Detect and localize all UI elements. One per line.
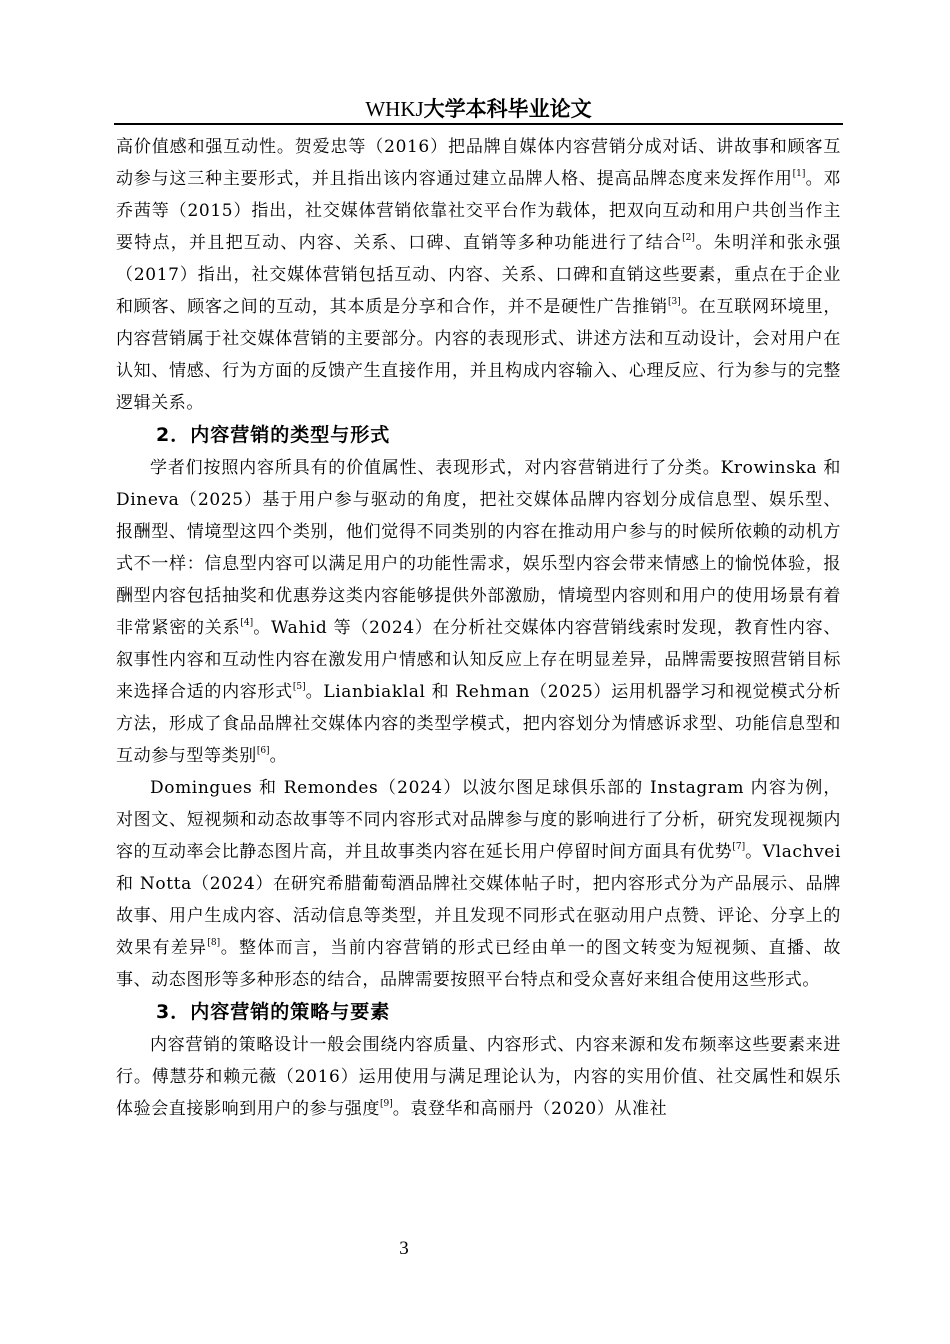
paragraph-text: 学者们按照内容所具有的价值属性、表现形式，对内容营销进行了分类。Krowinska 和 Dineva（2025）基于用户参与驱动的角度，把社交媒体品牌内容划分成信息型、娱乐型、报酬型、情境型这四个类别，他们觉得不同类别的内容在推动用户参与的时候所依赖的动机方式不一样：信息型内容可以满足用户的功能性需求，娱乐型内容会带来情感上的愉悦体验，报酬型内容包括抽奖和优惠券这类内容能够提供外部激励，情境型内容则和用户的使用场景有着非常紧密的关系	[116, 458, 841, 638]
citation-5: [5]	[292, 682, 306, 692]
paragraph-text: 高价值感和强互动性。贺爱忠等（2016）把品牌自媒体内容营销分成对话、讲故事和顾客互动参与这三种主要形式，并且指出该内容通过建立品牌人格、提高品牌态度来发挥作用	[116, 137, 841, 189]
paragraph-4	[116, 1029, 841, 1125]
header-code: WHKJ	[365, 97, 424, 121]
citation-7: [7]	[732, 842, 746, 852]
page-number: 3	[399, 1238, 409, 1259]
paragraph-text: 。Vlachvei 和 Notta（2024）在研究希腊葡萄酒品牌社交媒体帖子时，把内容形式分为产品展示、品牌故事、用户生成内容、活动信息等类型，并且发现不同形式在驱动用户点赞、评论、分享上的效果有差异	[116, 842, 841, 958]
paragraph-text: Domingues 和 Remondes（2024）以波尔图足球俱乐部的 Instagram 内容为例，对图文、短视频和动态故事等不同内容形式对品牌参与度的影响进行了分析，研究发现视频内容的互动率会比静态图片高，并且故事类内容在延长用户停留时间方面具有优势	[116, 778, 841, 862]
paragraph-2	[116, 452, 841, 772]
page-header	[114, 96, 843, 122]
citation-1: [1]	[792, 169, 806, 179]
section-heading-3: 3．内容营销的策略与要素	[156, 1001, 391, 1023]
paragraph-text: 。在互联网环境里，内容营销属于社交媒体营销的主要部分。内容的表现形式、讲述方法和互动设计，会对用户在认知、情感、行为方面的反馈产生直接作用，并且构成内容输入、心理反应、行为参与的完整逻辑关系。	[116, 297, 841, 413]
paragraph-text: 。朱明洋和张永强（2017）指出，社交媒体营销包括互动、内容、关系、口碑和直销这些要素，重点在于企业和顾客、顾客之间的互动，其本质是分享和合作，并不是硬性广告推销	[116, 233, 841, 317]
document-body	[116, 131, 841, 1125]
citation-3: [3]	[667, 297, 681, 307]
citation-8: [8]	[207, 938, 221, 948]
paragraph-text: 内容营销的策略设计一般会围绕内容质量、内容形式、内容来源和发布频率这些要素来进行。傅慧芬和赖元薇（2016）运用使用与满足理论认为，内容的实用价值、社交属性和娱乐体验会直接影响到用户的参与强度	[116, 1035, 841, 1119]
paragraph-text: 。	[269, 746, 288, 766]
paragraph-text: 。邓乔茜等（2015）指出，社交媒体营销依靠社交平台作为载体，把双向互动和用户共创当作主要特点，并且把互动、内容、关系、口碑、直销等多种功能进行了结合	[116, 169, 841, 253]
citation-9: [9]	[380, 1099, 393, 1109]
paragraph-text: 。整体而言，当前内容营销的形式已经由单一的图文转变为短视频、直播、故事、动态图形等多种形态的结合，品牌需要按照平台特点和受众喜好来组合使用这些形式。	[116, 938, 842, 990]
citation-2: [2]	[682, 233, 695, 243]
section-heading-2: 2．内容营销的类型与形式	[156, 424, 391, 446]
citation-6: [6]	[256, 746, 270, 756]
paragraph-text: 。袁登华和高丽丹（2020）从准社	[392, 1099, 668, 1119]
header-title: 大学本科毕业论文	[423, 97, 592, 121]
citation-4: [4]	[240, 618, 254, 628]
paragraph-3	[116, 772, 841, 996]
paragraph-text: 。Lianbiaklal 和 Rehman（2025）运用机器学习和视觉模式分析方法，形成了食品品牌社交媒体内容的类型学模式，把内容划分为情感诉求型、功能信息型和互动参与型等类别	[116, 682, 841, 766]
header-divider	[114, 123, 843, 125]
paragraph-1	[116, 131, 841, 419]
paragraph-text: 。Wahid 等（2024）在分析社交媒体内容营销线索时发现，教育性内容、叙事性内容和互动性内容在激发用户情感和认知反应上存在明显差异，品牌需要按照营销目标来选择合适的内容形式	[116, 618, 842, 702]
